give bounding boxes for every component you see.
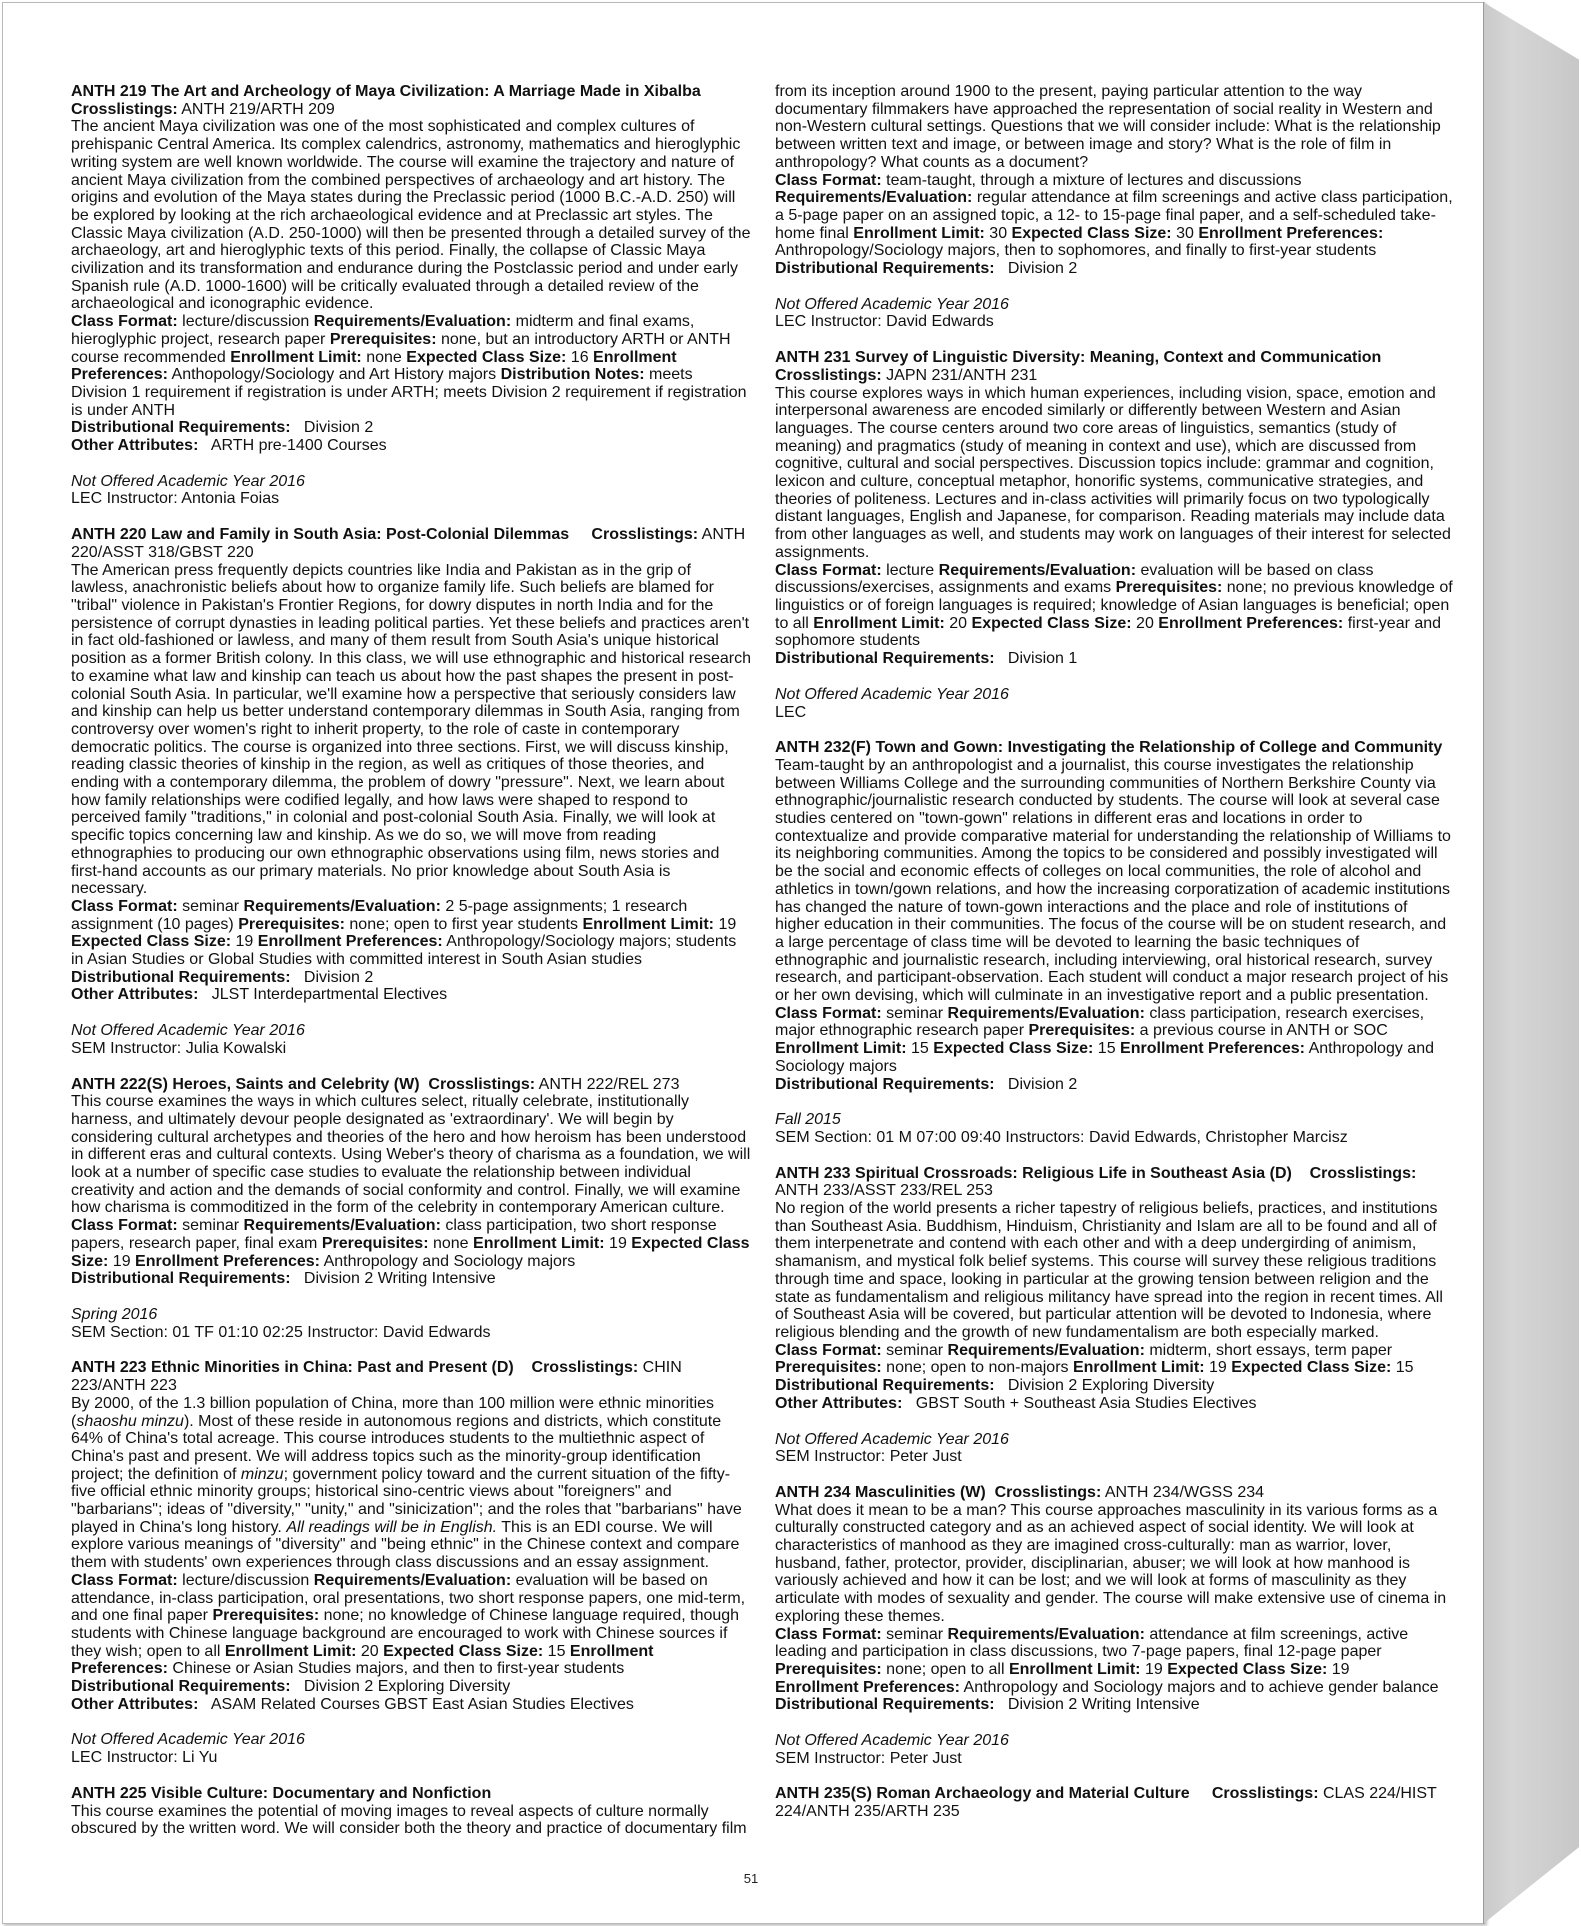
course-description: This course examines the potential of moving images to reveal aspects of culture normally obscured by the written word. We will consider both the theory and practice of documentary film — [71, 1802, 747, 1838]
course-anth-219: ANTH 219 The Art and Archeology of Maya Civilization: A Marriage Made in Xibalba Crosslistings: ANTH 219/ARTH 209 The ancient Maya civilization was one of the most sophisticated and complex cultures of prehispanic Central America. Its complex calendrics, astronomy, mathematics and hieroglyphic writing system are well known worldwide. The course will examine the trajectory and nature of ancient Maya civilization from the combined perspectives of archaeology and art history. The origins and evolution of the Maya states during the Preclassic period (1000 B.C.-A.D. 250) will be explored by looking at the rich archaeological evidence and at Preclassic art styles. The Classic Maya civilization (A.D. 250-1000) will then be presented through a detailed survey of the archaeology, art and hieroglyphic texts of this period. Finally, the collapse of Classic Maya civilization and its transformation and endurance during the Postclassic period and under early Spanish rule (A.D. 1000-1600) will be critically evaluated through a detailed review of the archaeological and iconographic evidence. Class Format: lecture/discussion Requirements/Evaluation: midterm and final exams, hieroglyphic project, research paper Prerequisites: none, but an introductory ARTH or ANTH course recommended Enrollment Limit: none Expected Class Size: 16 Enrollment Preferences: Anthopology/Sociology and Art History majors Distribution Notes: meets Division 1 requirement if registration is under ARTH; meets Division 2 requirement if registration is under ANTH Distributional Requirements: Division 2 Other Attributes: ARTH pre-1400 Courses — [71, 83, 751, 455]
crosslistings: JAPN 231/ANTH 231 — [886, 366, 1038, 384]
course-description: from its inception around 1900 to the present, paying particular attention to the way documentary filmmakers have approached the representation of social reality in Western and non-Western cultural settings. Questions that we will consider include: What is the relationship between written text and image, or between image and story? What is the role of film in anthropology? What counts as a document? — [775, 83, 1441, 171]
schedule-anth-225: Not Offered Academic Year 2016 LEC Instructor: David Edwards — [775, 295, 1009, 331]
course-anth-225 — [71, 1785, 751, 1838]
course-description: Team-taught by an anthropologist and a journalist, this course investigates the relationship between Williams College and the surrounding communities of Northern Berkshire County via ethnographic/journalistic research conducted by students. The course will look at several case studies centered on "town-gown" relations in different eras and locations in order to contextualize and provide comparative material for understanding the relationship of Williams to its neighboring communities. Among the topics to be considered and possibly investigated will be the social and economic effects of colleges on local communities, the role of alcohol and athletics in town/gown relations, and how the increasing corporatization of academic institutions has changed the nature of town-gown interactions and the place and role of institutions of higher education in their communities. The focus of the course will be on student research, and a large percentage of class time will be devoted to learning the basic techniques of ethnographic and journalistic research, including interviewing, oral historical research, survey research, and participant-observation. Each student will conduct a major research project of his or her own devising, which will culminate in an investigative report and a public presentation. — [775, 756, 1451, 1005]
course-anth-235: ANTH 235(S) Roman Archaeology and Material Culture Crosslistings: CLAS 224/HIST 224/ANTH 235/ARTH 235 — [775, 1785, 1437, 1821]
schedule-anth-220: Not Offered Academic Year 2016 SEM Instructor: Julia Kowalski — [71, 1022, 305, 1057]
schedule-anth-234: Not Offered Academic Year 2016 SEM Instructor: Peter Just — [775, 1732, 1009, 1767]
course-title: ANTH 223 Ethnic Minorities in China: Past and Present (D) — [71, 1359, 514, 1377]
course-anth-220: ANTH 220 Law and Family in South Asia: Post-Colonial Dilemmas Crosslistings: ANTH 220/ASST 318/GBST 220 The American press frequently depicts countries like India and Pakistan as in the grip of lawless, anachronistic beliefs about how to organize family life. Such beliefs are blamed for "tribal" violence in Pakistan's Frontier Regions, for dowry disputes in north India and for the persistence of corrupt dynasties in leading political parties. Yet these beliefs and practices aren't in fact old-fashioned or lawless, and many of them result from South Asia's unique historical position as a former British colony. In this class, we will use ethnographic and historical research to examine what law and kinship can teach us about how the past shapes the present in post-colonial South Asia. In particular, we'll examine how a perspective that seriously considers law and kinship can help us better understand contemporary dilemmas in South Asia, ranging from controversy over women's right to inherit property, to the role of caste in contemporary democratic politics. The course is organized into three sections. First, we will discuss kinship, reading classic theories of kinship in the region, as well as critiques of those theories, and ending with a contemporary dilemma, the problem of dowry "pressure". Next, we learn about how family relationships were codified legally, and how laws were shaped to respond to perceived family "traditions," in colonial and post-colonial South Asia. Finally, we will look at specific topics concerning law and kinship. As we do so, we will move from reading ethnographies to producing our own ethnographic observations using film, news stories and first-hand accounts as our primary materials. No prior knowledge about South Asia is necessary. Class Format: seminar Requirements/Evaluation: 2 5-page assignments; 1 research assignment (10 pages) Prerequisites: none; open to first year students Enrollment Limit: 19 Expected Class Size: 19 Enrollment Preferences: Anthropology/Sociology majors; students in Asian Studies or Global Studies with committed interest in South Asian studies Distributional Requirements: Division 2 Other Attributes: JLST Interdepartmental Electives — [71, 526, 752, 1004]
course-description: By 2000, of the 1.3 billion population of China, more than 100 million were ethnic minorities (shaoshu minzu). Most of these reside in autonomous regions and districts, which constitute 64% of China's total acreage. This course introduces students to the multiethnic aspect of China's past and present. We will address topics such as the minority-group identification project; the definition of minzu; government policy toward and the current situation of the fifty-five official ethnic minority groups; historical sino-centric views about "foreigners" and "barbarians"; ideas of "diversity," "unity," and "sinicization"; and the roles that "barbarians" have played in China's long history. All readings will be in English. This is an EDI course. We will explore various meanings of "diversity" and "being ethnic" in the Chinese context and compare them with students' own experiences through class discussions and an essay assignment. — [71, 1394, 742, 1572]
crosslistings: ANTH 234/WGSS 234 — [1104, 1483, 1265, 1501]
course-title: ANTH 219 The Art and Archeology of Maya Civilization: A Marriage Made in Xibalba — [71, 83, 701, 100]
course-anth-222: ANTH 222(S) Heroes, Saints and Celebrity (W) Crosslistings: ANTH 222/REL 273 This course examines the ways in which cultures select, ritually celebrate, institutionally harness, and ultimately devour people designated as 'extraordinary'. We will begin by considering cultural archetypes and theories of the hero and how heroism has been understood in different eras and cultural contexts. Using Weber's theory of charisma as a foundation, we will look at a number of specific case studies to evaluate the relationship between individual creativity and action and the demands of social conformity and control. Finally, we will examine how charisma is commoditized in the form of the celebrity in contemporary American culture. Class Format: seminar Requirements/Evaluation: class participation, two short response papers, research paper, final exam Prerequisites: none Enrollment Limit: 19 Expected Class Size: 19 Enrollment Preferences: Anthropology and Sociology majors Distributional Requirements: Division 2 Writing Intensive — [71, 1075, 751, 1288]
course-anth-234: ANTH 234 Masculinities (W) Crosslistings: ANTH 234/WGSS 234 What does it mean to be a man? This course approaches masculinity in its various forms as a culturally constructed category and as an achieved aspect of social identity. We will look at characteristics of manhood as they are imagined cross-culturally: man as warrior, lover, husband, father, protector, provider, disciplinarian, abuser; we will look at how manhood is variously achieved and how it can be lost; and we will look at forms of masculinity as they articulate with modes of sexuality and gender. The course will make extensive use of cinema in exploring these themes. Class Format: seminar Requirements/Evaluation: attendance at film screenings, active leading and participation in class discussions, two 7-page papers, final 12-page paper Prerequisites: none; open to all Enrollment Limit: 19 Expected Class Size: 19 Enrollment Preferences: Anthropology and Sociology majors and to achieve gender balance Distributional Requirements: Division 2 Writing Intensive — [775, 1483, 1447, 1714]
schedule-anth-232: Fall 2015 SEM Section: 01 M 07:00 09:40 Instructors: David Edwards, Christopher Marcisz — [775, 1111, 1348, 1146]
course-title: ANTH 225 Visible Culture: Documentary and Nonfiction — [71, 1784, 492, 1802]
course-title: ANTH 233 Spiritual Crossroads: Religious Life in Southeast Asia (D) — [775, 1164, 1292, 1182]
course-title: ANTH 222(S) Heroes, Saints and Celebrity (W) — [71, 1075, 420, 1093]
crosslistings: ANTH 222/REL 273 — [538, 1075, 680, 1093]
schedule-anth-231: Not Offered Academic Year 2016 LEC — [775, 685, 1009, 721]
course-description: No region of the world presents a richer tapestry of religious beliefs, practices, and institutions than Southeast Asia. Buddhism, Hinduism, Christianity and Islam are all to be found and all of them interpenetrate and contend with each other and with a deep undergirding of animism, shamanism, and mystical folk belief systems. This course will survey these religious traditions through time and space, looking in particular at the growing tension between religion and the state as fundamentalism and religious militancy have spread into the region in recent times. All of Southeast Asia will be covered, but particular attention will be devoted to Indonesia, where religious blending and the growth of new fundamentalism are both especially marked. — [775, 1200, 1443, 1341]
course-title: ANTH 234 Masculinities (W) — [775, 1483, 986, 1501]
course-description: This course examines the ways in which cultures select, ritually celebrate, institutionally harness, and ultimately devour people designated as 'extraordinary'. We will begin by considering cultural archetypes and theories of the hero and how heroism has been understood in different eras and cultural contexts. Using Weber's theory of charisma as a foundation, we will look at a number of specific case studies to evaluate the relationship between individual creativity and action and the demands of social conformity and control. Finally, we will examine how charisma is commoditized in the form of the celebrity in contemporary American culture. — [71, 1093, 751, 1217]
crosslistings: ANTH 233/ASST 233/REL 253 — [775, 1182, 993, 1200]
page-stack-edge — [1483, 2, 1579, 1924]
course-anth-225-continued: from its inception around 1900 to the present, paying particular attention to the way documentary filmmakers have approached the representation of social reality in Western and non-Western cultural settings. Questions that we will consider include: What is the relationship between written text and image, or between image and story? What is the role of film in anthropology? What counts as a document? Class Format: team-taught, through a mixture of lectures and discussions Requirements/Evaluation: regular attendance at film screenings and active class participation, a 5-page paper on an assigned topic, a 12- to 15-page final paper, and a self-scheduled take-home final Enrollment Limit: 30 Expected Class Size: 30 Enrollment Preferences: Anthropology/Sociology majors, then to sophomores, and finally to first-year students Distributional Requirements: Division 2 — [775, 83, 1453, 278]
right-column — [775, 83, 1455, 1839]
course-anth-233: ANTH 233 Spiritual Crossroads: Religious Life in Southeast Asia (D) Crosslistings: ANTH 233/ASST 233/REL 253 No region of the world presents a richer tapestry of religious beliefs, practices, and institutions than Southeast Asia. Buddhism, Hinduism, Christianity and Islam are all to be found and all of them interpenetrate and contend with each other and with a deep undergirding of animism, shamanism, and mystical folk belief systems. This course will survey these religious traditions through time and space, looking in particular at the growing tension between religion and the state as fundamentalism and religious militancy have spread into the region in recent times. All of Southeast Asia will be covered, but particular attention will be devoted to Indonesia, where religious blending and the growth of new fundamentalism are both especially marked. Class Format: seminar Requirements/Evaluation: midterm, short essays, term paper Prerequisites: none; open to non-majors Enrollment Limit: 19 Expected Class Size: 15 Distributional Requirements: Division 2 Exploring Diversity Other Attributes: GBST South + Southeast Asia Studies Electives — [775, 1164, 1443, 1412]
course-title: ANTH 232(F) Town and Gown: Investigating the Relationship of College and Community — [775, 739, 1443, 757]
crosslistings: ANTH 219/ARTH 209 — [181, 100, 335, 118]
crosslistings: CLAS 224/HIST 224/ANTH 235/ARTH 235 — [775, 1785, 1437, 1821]
page-number: 51 — [743, 1871, 759, 1886]
course-description: What does it mean to be a man? This course approaches masculinity in its various forms as a culturally constructed category and as an achieved aspect of social identity. We will look at characteristics of manhood as they are imagined cross-culturally: man as warrior, lover, husband, father, protector, provider, disciplinarian, abuser; we will look at how manhood is variously achieved and how it can be lost; and we will look at forms of masculinity as they articulate with modes of sexuality and gender. The course will make extensive use of cinema in exploring these themes. — [775, 1501, 1447, 1625]
course-anth-223: ANTH 223 Ethnic Minorities in China: Past and Present (D) Crosslistings: CHIN 223/ANTH 223 By 2000, of the 1.3 billion population of China, more than 100 million were ethnic minorities (shaoshu minzu). Most of these reside in autonomous regions and districts, which constitute 64% of China's total acreage. This course introduces students to the multiethnic aspect of China's past and present. We will address topics such as the minority-group identification project; the definition of minzu; government policy toward and the current situation of the fifty-five official ethnic minority groups; historical sino-centric views about "foreigners" and "barbarians"; ideas of "diversity," "unity," and "sinicization"; and the roles that "barbarians" have played in China's long history. All readings will be in English. This is an EDI course. We will explore various meanings of "diversity" and "being ethnic" in the Chinese context and compare them with students' own experiences through class discussions and an essay assignment. Class Format: lecture/discussion Requirements/Evaluation: evaluation will be based on attendance, in-class participation, oral presentations, two short response papers, one mid-term, and one final paper Prerequisites: none; no knowledge of Chinese language required, though students with Chinese language background are encouraged to work with Chinese sources if they wish; open to all Enrollment Limit: 20 Expected Class Size: 15 Enrollment Preferences: Chinese or Asian Studies majors, and then to first-year students Distributional Requirements: Division 2 Exploring Diversity Other Attributes: ASAM Related Courses GBST East Asian Studies Electives — [71, 1359, 746, 1713]
course-title: ANTH 220 Law and Family in South Asia: Post-Colonial Dilemmas — [71, 526, 570, 544]
schedule-anth-222: Spring 2016 SEM Section: 01 TF 01:10 02:25 Instructor: David Edwards — [71, 1306, 491, 1341]
left-column — [71, 83, 751, 1856]
schedule-anth-223: Not Offered Academic Year 2016 LEC Instructor: Li Yu — [71, 1731, 305, 1767]
document-page — [2, 2, 1485, 1924]
course-anth-231: ANTH 231 Survey of Linguistic Diversity: Meaning, Context and Communication Crosslistings: JAPN 231/ANTH 231 This course explores ways in which human experiences, including vision, space, emotion and interpersonal awareness are encoded similarly or differently between Western and Asian languages. The course centers around two core areas of linguistics, semantics (study of meaning) and pragmatics (study of meaning in context and use), which are discussed from cognitive, cultural and social perspectives. Discussion topics include: grammar and cognition, lexicon and culture, conceptual metaphor, honorific systems, communicative strategies, and theories of politeness. Lectures and in-class activities will primarily focus on two typologically distant languages, English and Japanese, for comparison. Reading materials may include data from other languages as well, and students may work on languages of their interest for selected assignments. Class Format: lecture Requirements/Evaluation: evaluation will be based on class discussions/exercises, assignments and exams Prerequisites: none; no previous knowledge of linguistics or of foreign languages is required; knowledge of Asian languages is beneficial; open to all Enrollment Limit: 20 Expected Class Size: 20 Enrollment Preferences: first-year and sophomore students Distributional Requirements: Division 1 — [775, 349, 1453, 668]
schedule-anth-233: Not Offered Academic Year 2016 SEM Instructor: Peter Just — [775, 1430, 1009, 1466]
course-title: ANTH 235(S) Roman Archaeology and Material Culture — [775, 1785, 1190, 1803]
course-description: The ancient Maya civilization was one of the most sophisticated and complex cultures of prehispanic Central America. Its complex calendrics, astronomy, mathematics and hieroglyphic writing system are well known worldwide. The course will examine the trajectory and nature of ancient Maya civilization from the combined perspectives of archaeology and art history. The origins and evolution of the Maya states during the Preclassic period (1000 B.C.-A.D. 250) will be explored by looking at the rich archaeological evidence and at Preclassic art styles. The Classic Maya civilization (A.D. 250-1000) will then be presented through a detailed survey of the archaeology, art and hieroglyphic texts of this period. Finally, the collapse of Classic Maya civilization and its transformation and endurance during the Postclassic period and under early Spanish rule (A.D. 1000-1600) will be critically evaluated through a detailed review of the archaeological and iconographic evidence. — [71, 118, 751, 313]
course-description: The American press frequently depicts countries like India and Pakistan as in the grip of lawless, anachronistic beliefs about how to organize family life. Such beliefs are blamed for "tribal" violence in Pakistan's Frontier Regions, for dowry disputes in north India and for the persistence of corrupt dynasties in leading political parties. Yet these beliefs and practices aren't in fact old-fashioned or lawless, and many of them result from South Asia's unique historical position as a former British colony. In this class, we will use ethnographic and historical research to examine what law and kinship can teach us about how the past shapes the present in post-colonial South Asia. In particular, we'll examine how a perspective that seriously considers law and kinship can help us better understand contemporary dilemmas in South Asia, ranging from controversy over women's right to inherit property, to the role of caste in contemporary democratic politics. The course is organized into three sections. First, we will discuss kinship, reading classic theories of kinship in the region, as well as critiques of those theories, and ending with a contemporary dilemma, the problem of dowry "pressure". Next, we learn about how family relationships were codified legally, and how laws were shaped to respond to perceived family "traditions," in colonial and post-colonial South Asia. Finally, we will look at specific topics concerning law and kinship. As we do so, we will move from reading ethnographies to producing our own ethnographic observations using film, news stories and first-hand accounts as our primary materials. No prior knowledge about South Asia is necessary. — [71, 561, 752, 898]
course-description: This course explores ways in which human experiences, including vision, space, emotion and interpersonal awareness are encoded similarly or differently between Western and Asian languages. The course centers around two core areas of linguistics, semantics (study of meaning) and pragmatics (study of meaning in context and use), which are discussed from cognitive, cultural and social perspectives. Discussion topics include: grammar and cognition, lexicon and culture, conceptual metaphor, honorific systems, communicative strategies, and theories of politeness. Lectures and in-class activities will primarily focus on two typologically distant languages, English and Japanese, for comparison. Reading materials may include data from other languages as well, and students may work on languages of their interest for selected assignments. — [775, 384, 1451, 561]
crosslistings: ANTH 220/ASST 318/GBST 220 — [71, 526, 746, 561]
schedule-anth-219: Not Offered Academic Year 2016 LEC Instructor: Antonia Foias — [71, 472, 305, 508]
page-edge-line — [1483, 2, 1484, 1924]
course-anth-232: ANTH 232(F) Town and Gown: Investigating the Relationship of College and Community Team-taught by an anthropologist and a journalist, this course investigates the relationship between Williams College and the surrounding communities of Northern Berkshire County via ethnographic/journalistic research conducted by students. The course will look at several case studies centered on "town-gown" relations in different eras and locations in order to contextualize and provide comparative material for understanding the relationship of Williams to its neighboring communities. Among the topics to be considered and possibly investigated will be the social and economic effects of colleges on local communities, the role of alcohol and athletics in town/gown relations, and how the increasing corporatization of academic institutions has changed the nature of town-gown interactions and the place and role of institutions of higher education in their communities. The focus of the course will be on student research, and a large percentage of class time will be devoted to learning the basic techniques of ethnographic and journalistic research, including interviewing, oral historical research, survey research, and participant-observation. Each student will conduct a major research project of his or her own devising, which will culminate in an investigative report and a public presentation. Class Format: seminar Requirements/Evaluation: class participation, research exercises, major ethnographic research paper Prerequisites: a previous course in ANTH or SOC Enrollment Limit: 15 Expected Class Size: 15 Enrollment Preferences: Anthropology and Sociology majors Distributional Requirements: Division 2 — [775, 739, 1451, 1093]
crosslistings: CHIN 223/ANTH 223 — [71, 1359, 682, 1395]
course-title: ANTH 231 Survey of Linguistic Diversity: Meaning, Context and Communication — [775, 349, 1382, 367]
